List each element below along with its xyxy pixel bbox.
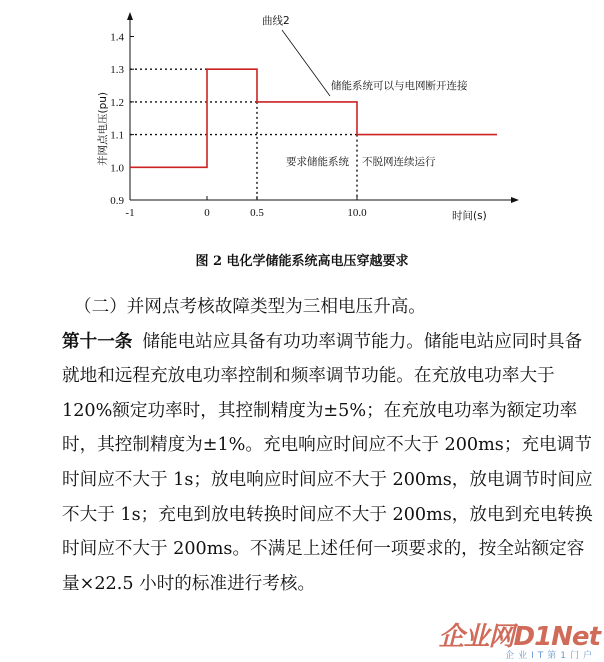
watermark-tagline: 企业IT第1门户 bbox=[505, 651, 596, 661]
x-tick-label: 0 bbox=[204, 207, 210, 219]
site-watermark bbox=[422, 616, 600, 661]
x-tick-label: 10.0 bbox=[347, 207, 367, 219]
y-tick-label: 1.3 bbox=[110, 64, 124, 77]
lower-region-label-suffix: 不脱网连续运行 bbox=[362, 156, 436, 168]
y-axis-label: 并网点电压(pu) bbox=[97, 91, 109, 166]
watermark-logo-text: 企业网D1Net bbox=[438, 622, 600, 652]
upper-region-label: 储能系统可以与电网断开连接 bbox=[331, 80, 468, 92]
x-tick-label: 0.5 bbox=[250, 207, 264, 219]
x-axis-arrow bbox=[511, 197, 519, 203]
x-tick-label: -1 bbox=[125, 207, 135, 219]
y-tick-label: 1.1 bbox=[110, 129, 124, 142]
figure-caption: 图 2 电化学储能系统高电压穿越要求 bbox=[195, 254, 409, 269]
y-tick-label: 0.9 bbox=[110, 195, 124, 207]
lower-region-label-prefix: 要求储能系统 bbox=[286, 156, 349, 168]
paragraph-article-11 bbox=[62, 325, 594, 602]
curve-label-leader bbox=[282, 30, 330, 96]
y-tick-label: 1.2 bbox=[110, 96, 124, 109]
y-tick-label: 1.0 bbox=[110, 162, 124, 175]
article-body: 储能电站应具备有功功率调节能力。储能电站应同时具备就地和远程充放电功率控制和频率调节功能。在充放电功率大于 120%额定功率时，其控制精度为±5%；在充放电功率为额定功率时，其控制精度为±1%。充电响应时间应不大于 200ms；充电调节时间应不大于 1s；放电响应时间应不大于 200ms，放电调节时间应不大于 1s；充电到放电转换时间应不大于 200ms，放电到充电转换时间应不大于 200ms。不满足上述任何一项要求的，按全站额定容量×22.5 小时的标准进行考核。 bbox=[62, 331, 593, 594]
document-body bbox=[62, 290, 594, 601]
x-axis-label: 时间(s) bbox=[452, 210, 487, 222]
paragraph-fault-type: （二）并网点考核故障类型为三相电压升高。 bbox=[74, 297, 426, 317]
article-label: 第十一条 bbox=[62, 331, 133, 352]
y-axis-arrow bbox=[127, 12, 133, 20]
y-tick-label: 1.4 bbox=[110, 31, 124, 44]
curve-label: 曲线2 bbox=[262, 15, 290, 27]
voltage-ride-through-chart bbox=[0, 0, 604, 250]
